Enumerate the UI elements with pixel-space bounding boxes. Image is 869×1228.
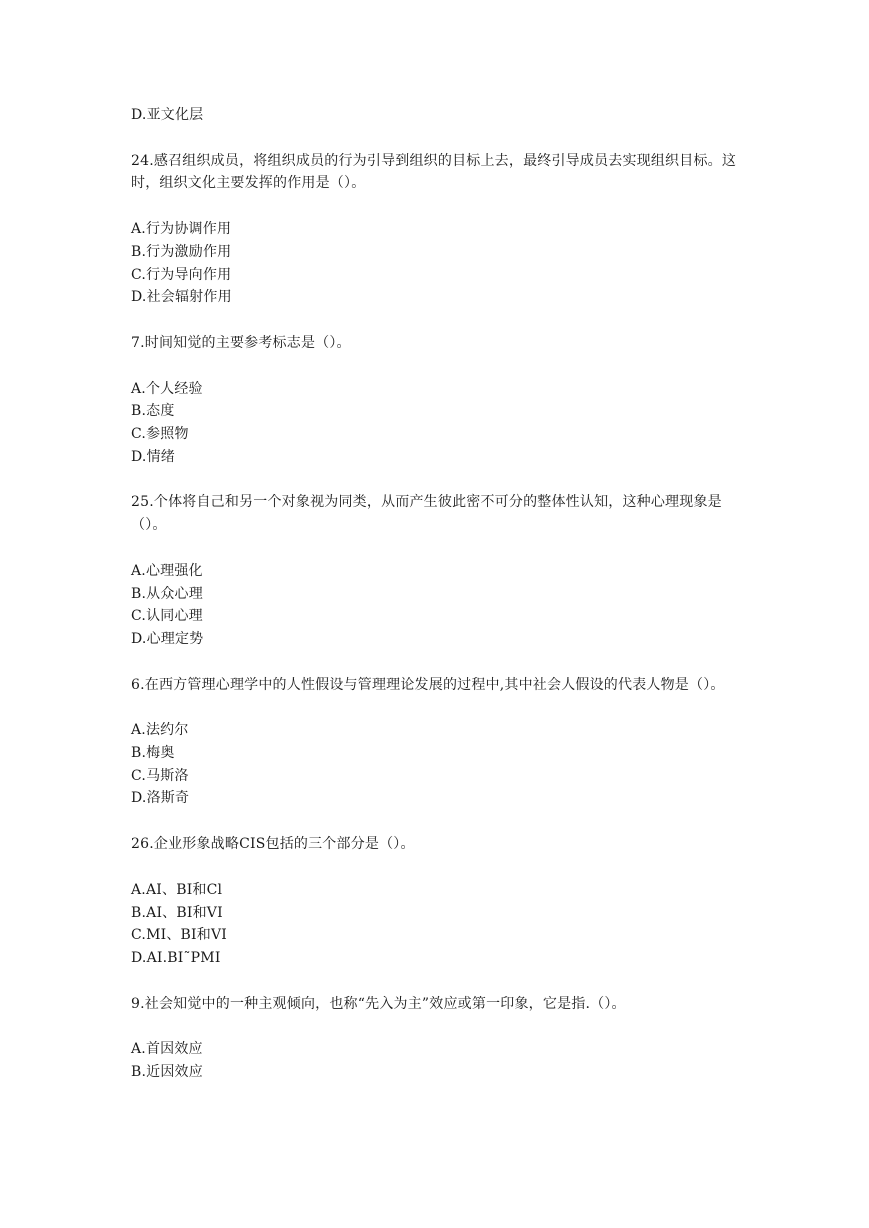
option-d: D.AI.BI˜PMI: [131, 949, 221, 966]
question-25: [131, 491, 746, 650]
question-26: [131, 833, 746, 970]
option-b: B.行为激励作用: [131, 243, 232, 260]
question-stem: 25.个体将自己和另一个对象视为同类，从而产生彼此密不可分的整体性认知，这种心理现象是（）。: [131, 494, 722, 534]
option-b: B.AI、BI和VI: [131, 904, 223, 921]
question-stem: 26.企业形象战略CIS包括的三个部分是（）。: [131, 836, 415, 853]
option-b: B.梅奥: [131, 745, 175, 762]
option-a: A.AI、BI和Cl: [131, 881, 223, 898]
question-6: [131, 674, 746, 811]
option-d: D.情绪: [131, 448, 175, 465]
option-a: A.个人经验: [131, 380, 203, 397]
option-a: A.法约尔: [131, 722, 189, 739]
option-b: B.近因效应: [131, 1064, 203, 1081]
option-d: D.心理定势: [131, 630, 204, 647]
question-9: [131, 993, 746, 1084]
option-a: A.行为协调作用: [131, 221, 232, 238]
question-stem: 7.时间知觉的主要参考标志是（）。: [131, 334, 351, 351]
option-a: A.首因效应: [131, 1041, 203, 1058]
option-b: B.从众心理: [131, 585, 203, 602]
question-stem: 9.社会知觉中的一种主观倾向，也称“先入为主”效应或第一印象，它是指.（）。: [131, 995, 626, 1012]
question-7: [131, 332, 746, 469]
option-d: D.洛斯奇: [131, 790, 190, 807]
option-b: B.态度: [131, 403, 175, 420]
option-a: A.心理强化: [131, 562, 203, 579]
option-c: C.行为导向作用: [131, 266, 232, 283]
option-list: [131, 104, 746, 127]
option-d: D.亚文化层: [131, 107, 204, 123]
question-24: [131, 150, 746, 309]
document-page: [131, 104, 746, 1084]
option-c: C.认同心理: [131, 608, 203, 625]
option-c: C.马斯洛: [131, 767, 189, 784]
option-c: C.MI、BI和VI: [131, 927, 227, 944]
question-stem: 24.感召组织成员，将组织成员的行为引导到组织的目标上去，最终引导成员去实现组织目标。这时，组织文化主要发挥的作用是（）。: [131, 152, 737, 192]
question-stem: 6.在西方管理心理学中的人性假设与管理理论发展的过程中,其中社会人假设的代表人物是（）。: [131, 676, 725, 693]
option-d: D.社会辐射作用: [131, 289, 232, 306]
option-c: C.参照物: [131, 426, 189, 443]
